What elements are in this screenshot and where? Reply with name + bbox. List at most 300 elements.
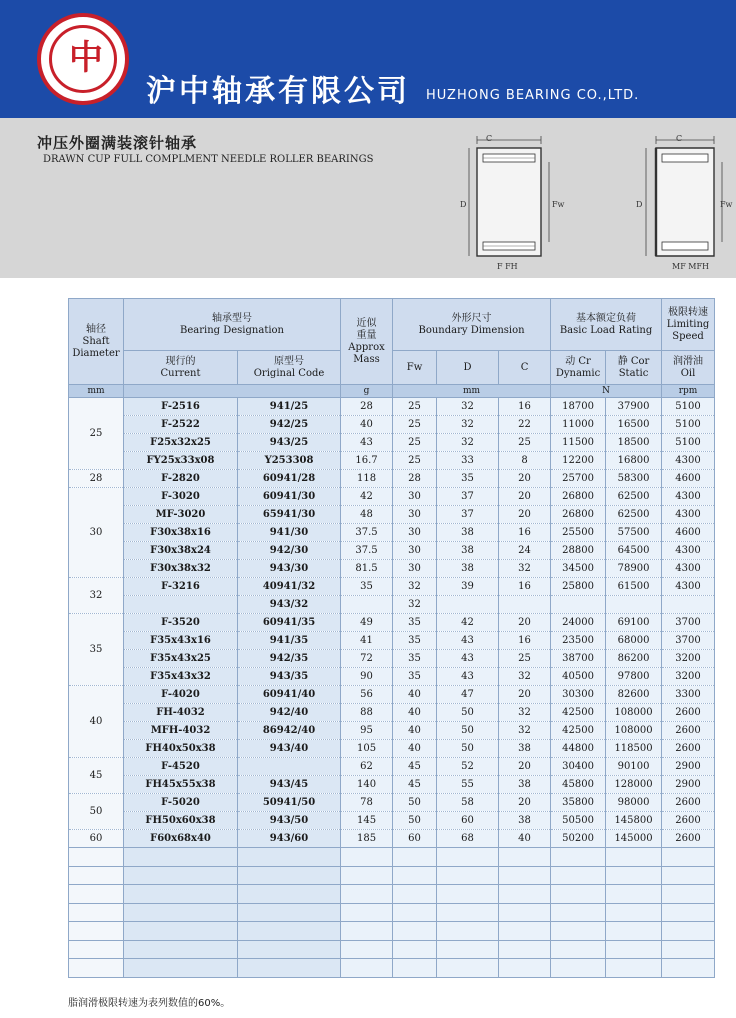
current-code-cell: F60x68x40 xyxy=(124,830,238,848)
original-code-cell: 40941/32 xyxy=(238,578,341,596)
mass-cell: 41 xyxy=(341,632,393,650)
shaft-diameter-header xyxy=(69,299,124,385)
boundary-header xyxy=(393,299,551,351)
empty-cell xyxy=(341,866,393,885)
table-row xyxy=(69,578,715,596)
shaft-header-cn: 轴径 xyxy=(86,323,106,335)
cor-header-cn: 静 Cor xyxy=(617,355,650,367)
table-row xyxy=(69,830,715,848)
table-row xyxy=(69,524,715,542)
original-code-cell: 943/40 xyxy=(238,740,341,758)
unit-dimension: mm xyxy=(393,385,551,398)
shaft-diameter-cell: 35 xyxy=(69,614,124,686)
empty-cell xyxy=(551,848,606,867)
empty-cell xyxy=(393,848,437,867)
oil-speed-cell: 2600 xyxy=(662,722,715,740)
static-load-cell: 98000 xyxy=(606,794,662,812)
current-code-cell: F-3216 xyxy=(124,578,238,596)
product-title-band xyxy=(0,118,736,278)
empty-cell xyxy=(662,922,715,941)
d-cell: 32 xyxy=(437,434,499,452)
units-row xyxy=(69,385,715,398)
original-code-cell: 65941/30 xyxy=(238,506,341,524)
mass-cell: 49 xyxy=(341,614,393,632)
table-row xyxy=(69,668,715,686)
oil-speed-cell: 4300 xyxy=(662,452,715,470)
header-banner xyxy=(0,0,736,118)
current-code-cell: FH-4032 xyxy=(124,704,238,722)
original-code-cell: Y253308 xyxy=(238,452,341,470)
d-cell: 50 xyxy=(437,722,499,740)
oil-header-en: Oil xyxy=(680,367,696,379)
empty-cell xyxy=(341,959,393,978)
original-code-cell: 60941/28 xyxy=(238,470,341,488)
empty-table-row xyxy=(69,922,715,941)
current-code-cell: FH40x50x38 xyxy=(124,740,238,758)
empty-cell xyxy=(393,903,437,922)
mass-header-en1: Approx xyxy=(348,341,385,353)
empty-cell xyxy=(238,848,341,867)
mass-cell: 90 xyxy=(341,668,393,686)
oil-speed-cell: 2600 xyxy=(662,830,715,848)
dynamic-load-cell: 23500 xyxy=(551,632,606,650)
oil-speed-cell: 4300 xyxy=(662,560,715,578)
d-cell: 32 xyxy=(437,416,499,434)
dynamic-load-cell: 26800 xyxy=(551,488,606,506)
table-row xyxy=(69,722,715,740)
d-cell: 50 xyxy=(437,704,499,722)
c-cell: 16 xyxy=(499,632,551,650)
load-rating-header xyxy=(551,299,662,351)
diagram-2-c-label: C xyxy=(676,134,683,143)
oil-speed-cell: 4600 xyxy=(662,470,715,488)
current-code-cell: F35x43x16 xyxy=(124,632,238,650)
fw-cell: 25 xyxy=(393,398,437,416)
c-cell: 32 xyxy=(499,668,551,686)
d-cell: 42 xyxy=(437,614,499,632)
c-cell: 20 xyxy=(499,758,551,776)
original-code-cell: 50941/50 xyxy=(238,794,341,812)
original-code-cell: 60941/40 xyxy=(238,686,341,704)
oil-speed-cell: 3200 xyxy=(662,650,715,668)
mass-cell: 95 xyxy=(341,722,393,740)
original-code-cell: 942/30 xyxy=(238,542,341,560)
table-row xyxy=(69,398,715,416)
original-header xyxy=(238,351,341,385)
mass-cell: 35 xyxy=(341,578,393,596)
static-load-cell: 62500 xyxy=(606,506,662,524)
static-load-cell: 97800 xyxy=(606,668,662,686)
empty-cell xyxy=(437,922,499,941)
speed-header-en1: Limiting xyxy=(666,318,710,330)
mass-cell: 16.7 xyxy=(341,452,393,470)
unit-shaft: mm xyxy=(69,385,124,398)
d-cell: 43 xyxy=(437,650,499,668)
empty-cell xyxy=(551,940,606,959)
original-code-cell: 941/35 xyxy=(238,632,341,650)
static-load-cell: 16800 xyxy=(606,452,662,470)
dynamic-load-cell xyxy=(551,596,606,614)
empty-cell xyxy=(606,903,662,922)
static-load-cell: 58300 xyxy=(606,470,662,488)
static-load-cell: 16500 xyxy=(606,416,662,434)
dynamic-load-cell: 28800 xyxy=(551,542,606,560)
shaft-diameter-cell: 25 xyxy=(69,398,124,470)
d-cell: 37 xyxy=(437,488,499,506)
load-header-en: Basic Load Rating xyxy=(559,324,653,336)
fw-cell: 30 xyxy=(393,560,437,578)
empty-cell xyxy=(124,959,238,978)
empty-cell xyxy=(69,940,124,959)
oil-speed-cell: 4600 xyxy=(662,524,715,542)
designation-header xyxy=(124,299,341,351)
oil-speed-cell: 4300 xyxy=(662,506,715,524)
c-cell: 20 xyxy=(499,470,551,488)
mass-cell: 40 xyxy=(341,416,393,434)
empty-cell xyxy=(69,959,124,978)
static-load-cell: 57500 xyxy=(606,524,662,542)
company-name-en: HUZHONG BEARING CO.,LTD. xyxy=(426,88,640,103)
table-row xyxy=(69,758,715,776)
current-code-cell: FY25x33x08 xyxy=(124,452,238,470)
mass-cell: 72 xyxy=(341,650,393,668)
fw-cell: 50 xyxy=(393,794,437,812)
grease-speed-footnote: 脂润滑极限转速为表列数值的60%。 xyxy=(68,998,231,1009)
fw-cell: 35 xyxy=(393,650,437,668)
current-code-cell: F-5020 xyxy=(124,794,238,812)
table-row xyxy=(69,560,715,578)
empty-cell xyxy=(124,848,238,867)
dynamic-load-cell: 44800 xyxy=(551,740,606,758)
diagram-2-d-label: D xyxy=(636,200,643,209)
current-code-cell: MF-3020 xyxy=(124,506,238,524)
shaft-diameter-cell: 40 xyxy=(69,686,124,758)
d-cell: 37 xyxy=(437,506,499,524)
original-code-cell: 942/35 xyxy=(238,650,341,668)
table-row xyxy=(69,452,715,470)
oil-speed-cell: 2900 xyxy=(662,776,715,794)
unit-speed: rpm xyxy=(662,385,715,398)
dynamic-load-cell: 45800 xyxy=(551,776,606,794)
designation-header-en: Bearing Designation xyxy=(180,324,284,336)
mass-cell: 88 xyxy=(341,704,393,722)
unit-mass: g xyxy=(341,385,393,398)
empty-cell xyxy=(69,866,124,885)
empty-cell xyxy=(238,922,341,941)
unit-designation-blank xyxy=(124,385,341,398)
fw-cell: 40 xyxy=(393,722,437,740)
current-header-en: Current xyxy=(160,367,201,379)
empty-cell xyxy=(606,885,662,904)
original-code-cell: 943/60 xyxy=(238,830,341,848)
empty-table-row xyxy=(69,940,715,959)
table-row xyxy=(69,506,715,524)
fw-cell: 30 xyxy=(393,506,437,524)
current-code-cell: MFH-4032 xyxy=(124,722,238,740)
mass-header xyxy=(341,299,393,385)
d-cell: 58 xyxy=(437,794,499,812)
static-load-cell: 90100 xyxy=(606,758,662,776)
empty-cell xyxy=(238,940,341,959)
original-code-cell xyxy=(238,758,341,776)
d-cell: 68 xyxy=(437,830,499,848)
fw-cell: 35 xyxy=(393,668,437,686)
current-code-cell: F30x38x32 xyxy=(124,560,238,578)
dynamic-load-cell: 18700 xyxy=(551,398,606,416)
mass-cell: 56 xyxy=(341,686,393,704)
d-cell: 50 xyxy=(437,740,499,758)
table-row xyxy=(69,704,715,722)
original-header-cn: 原型号 xyxy=(274,355,304,367)
fw-cell: 30 xyxy=(393,488,437,506)
c-cell: 16 xyxy=(499,398,551,416)
bearing-diagram-mf-mfh xyxy=(630,130,733,272)
static-load-cell: 68000 xyxy=(606,632,662,650)
empty-cell xyxy=(341,885,393,904)
empty-cell xyxy=(437,848,499,867)
static-load-cell: 82600 xyxy=(606,686,662,704)
empty-cell xyxy=(124,940,238,959)
d-header: D xyxy=(437,351,499,385)
original-code-cell: 941/30 xyxy=(238,524,341,542)
empty-cell xyxy=(606,959,662,978)
dynamic-load-cell: 25800 xyxy=(551,578,606,596)
logo-ring xyxy=(49,25,117,93)
empty-cell xyxy=(124,903,238,922)
current-code-cell: FH50x60x38 xyxy=(124,812,238,830)
empty-cell xyxy=(437,903,499,922)
empty-cell xyxy=(393,866,437,885)
diagram-1-caption: F FH xyxy=(497,262,518,271)
d-cell: 38 xyxy=(437,524,499,542)
oil-speed-cell: 2900 xyxy=(662,758,715,776)
current-code-cell: F-4020 xyxy=(124,686,238,704)
logo-glyph: 中 xyxy=(69,38,103,78)
empty-cell xyxy=(606,940,662,959)
c-cell xyxy=(499,596,551,614)
empty-cell xyxy=(499,940,551,959)
empty-table-row xyxy=(69,959,715,978)
empty-cell xyxy=(124,922,238,941)
current-code-cell: F25x32x25 xyxy=(124,434,238,452)
table-row xyxy=(69,812,715,830)
current-code-cell: F-3020 xyxy=(124,488,238,506)
c-cell: 32 xyxy=(499,704,551,722)
shaft-header-en2: Diameter xyxy=(72,347,120,359)
empty-cell xyxy=(393,885,437,904)
oil-speed-cell: 4300 xyxy=(662,488,715,506)
c-cell: 40 xyxy=(499,830,551,848)
oil-speed-cell: 3300 xyxy=(662,686,715,704)
empty-cell xyxy=(499,959,551,978)
fw-cell: 25 xyxy=(393,452,437,470)
diagram-1-c-label: C xyxy=(486,134,493,143)
empty-cell xyxy=(124,866,238,885)
original-code-cell: 943/30 xyxy=(238,560,341,578)
c-cell: 20 xyxy=(499,686,551,704)
dynamic-load-cell: 34500 xyxy=(551,560,606,578)
static-load-cell: 86200 xyxy=(606,650,662,668)
fw-cell: 30 xyxy=(393,524,437,542)
c-cell: 22 xyxy=(499,416,551,434)
empty-cell xyxy=(499,922,551,941)
mass-cell: 140 xyxy=(341,776,393,794)
empty-cell xyxy=(341,848,393,867)
c-cell: 32 xyxy=(499,722,551,740)
empty-table-row xyxy=(69,848,715,867)
current-code-cell: F-3520 xyxy=(124,614,238,632)
fw-header: Fw xyxy=(393,351,437,385)
diagram-2-fw-label: Fw xyxy=(720,200,733,209)
empty-cell xyxy=(662,866,715,885)
empty-cell xyxy=(551,959,606,978)
fw-cell: 40 xyxy=(393,704,437,722)
empty-cell xyxy=(393,959,437,978)
empty-cell xyxy=(69,848,124,867)
original-code-cell: 60941/35 xyxy=(238,614,341,632)
dynamic-load-cell: 42500 xyxy=(551,722,606,740)
d-cell: 33 xyxy=(437,452,499,470)
table-row xyxy=(69,596,715,614)
load-header-cn: 基本额定负荷 xyxy=(576,312,637,324)
static-load-cell: 145000 xyxy=(606,830,662,848)
table-row xyxy=(69,794,715,812)
oil-speed-cell: 5100 xyxy=(662,398,715,416)
static-load-cell: 18500 xyxy=(606,434,662,452)
oil-header xyxy=(662,351,715,385)
shaft-diameter-cell: 28 xyxy=(69,470,124,488)
mass-cell: 105 xyxy=(341,740,393,758)
oil-speed-cell: 2600 xyxy=(662,704,715,722)
mass-cell: 48 xyxy=(341,506,393,524)
d-cell: 35 xyxy=(437,470,499,488)
original-code-cell: 943/50 xyxy=(238,812,341,830)
static-load-cell: 128000 xyxy=(606,776,662,794)
speed-header-cn: 极限转速 xyxy=(668,306,709,318)
fw-cell: 35 xyxy=(393,632,437,650)
c-cell: 24 xyxy=(499,542,551,560)
table-row xyxy=(69,542,715,560)
oil-speed-cell: 5100 xyxy=(662,434,715,452)
fw-cell: 50 xyxy=(393,812,437,830)
d-cell: 55 xyxy=(437,776,499,794)
empty-cell xyxy=(124,885,238,904)
original-code-cell: 943/25 xyxy=(238,434,341,452)
original-header-en: Original Code xyxy=(253,367,325,379)
fw-cell: 32 xyxy=(393,596,437,614)
empty-cell xyxy=(341,922,393,941)
table-row xyxy=(69,650,715,668)
dynamic-load-cell: 26800 xyxy=(551,506,606,524)
empty-cell xyxy=(341,903,393,922)
current-code-cell: F-2522 xyxy=(124,416,238,434)
oil-speed-cell: 5100 xyxy=(662,416,715,434)
fw-cell: 45 xyxy=(393,758,437,776)
d-cell: 60 xyxy=(437,812,499,830)
shaft-diameter-cell: 32 xyxy=(69,578,124,614)
table-row xyxy=(69,488,715,506)
mass-cell xyxy=(341,596,393,614)
empty-cell xyxy=(393,940,437,959)
c-cell: 32 xyxy=(499,560,551,578)
dynamic-load-cell: 35800 xyxy=(551,794,606,812)
c-cell: 25 xyxy=(499,434,551,452)
table-row xyxy=(69,434,715,452)
shaft-header-en1: Shaft xyxy=(82,335,110,347)
empty-table-row xyxy=(69,866,715,885)
empty-cell xyxy=(662,940,715,959)
fw-cell: 40 xyxy=(393,740,437,758)
fw-cell: 40 xyxy=(393,686,437,704)
d-cell xyxy=(437,596,499,614)
mass-cell: 185 xyxy=(341,830,393,848)
dynamic-load-cell: 30300 xyxy=(551,686,606,704)
dynamic-header xyxy=(551,351,606,385)
empty-cell xyxy=(238,959,341,978)
oil-speed-cell: 3200 xyxy=(662,668,715,686)
c-cell: 20 xyxy=(499,488,551,506)
original-code-cell: 942/25 xyxy=(238,416,341,434)
diagram-1-d-label: D xyxy=(460,200,467,209)
spec-table-body xyxy=(69,398,715,978)
c-cell: 16 xyxy=(499,578,551,596)
fw-cell: 35 xyxy=(393,614,437,632)
product-title-cn: 冲压外圈满装滚针轴承 xyxy=(37,134,198,152)
mass-header-cn1: 近似 xyxy=(356,317,377,329)
empty-cell xyxy=(551,885,606,904)
dynamic-load-cell: 11500 xyxy=(551,434,606,452)
empty-cell xyxy=(238,885,341,904)
fw-cell: 28 xyxy=(393,470,437,488)
static-load-cell: 37900 xyxy=(606,398,662,416)
c-cell: 25 xyxy=(499,650,551,668)
static-load-cell xyxy=(606,596,662,614)
current-code-cell: F35x43x25 xyxy=(124,650,238,668)
dynamic-load-cell: 50500 xyxy=(551,812,606,830)
empty-cell xyxy=(393,922,437,941)
empty-cell xyxy=(437,959,499,978)
fw-cell: 30 xyxy=(393,542,437,560)
empty-cell xyxy=(551,922,606,941)
empty-cell xyxy=(551,866,606,885)
empty-cell xyxy=(551,903,606,922)
dynamic-load-cell: 24000 xyxy=(551,614,606,632)
empty-cell xyxy=(437,940,499,959)
dynamic-load-cell: 12200 xyxy=(551,452,606,470)
current-code-cell: F-2516 xyxy=(124,398,238,416)
current-code-cell: F-4520 xyxy=(124,758,238,776)
c-cell: 38 xyxy=(499,776,551,794)
fw-cell: 32 xyxy=(393,578,437,596)
fw-cell: 25 xyxy=(393,416,437,434)
static-load-cell: 62500 xyxy=(606,488,662,506)
dynamic-load-cell: 25700 xyxy=(551,470,606,488)
original-code-cell: 943/35 xyxy=(238,668,341,686)
unit-load: N xyxy=(551,385,662,398)
mass-cell: 28 xyxy=(341,398,393,416)
original-code-cell: 942/40 xyxy=(238,704,341,722)
static-header xyxy=(606,351,662,385)
empty-cell xyxy=(499,903,551,922)
product-title-en: DRAWN CUP FULL COMPLMENT NEEDLE ROLLER BEARINGS xyxy=(43,154,374,165)
boundary-header-en: Boundary Dimension xyxy=(418,324,525,336)
mass-cell: 37.5 xyxy=(341,542,393,560)
table-row xyxy=(69,614,715,632)
c-cell: 8 xyxy=(499,452,551,470)
speed-header xyxy=(662,299,715,351)
fw-cell: 60 xyxy=(393,830,437,848)
empty-cell xyxy=(69,885,124,904)
